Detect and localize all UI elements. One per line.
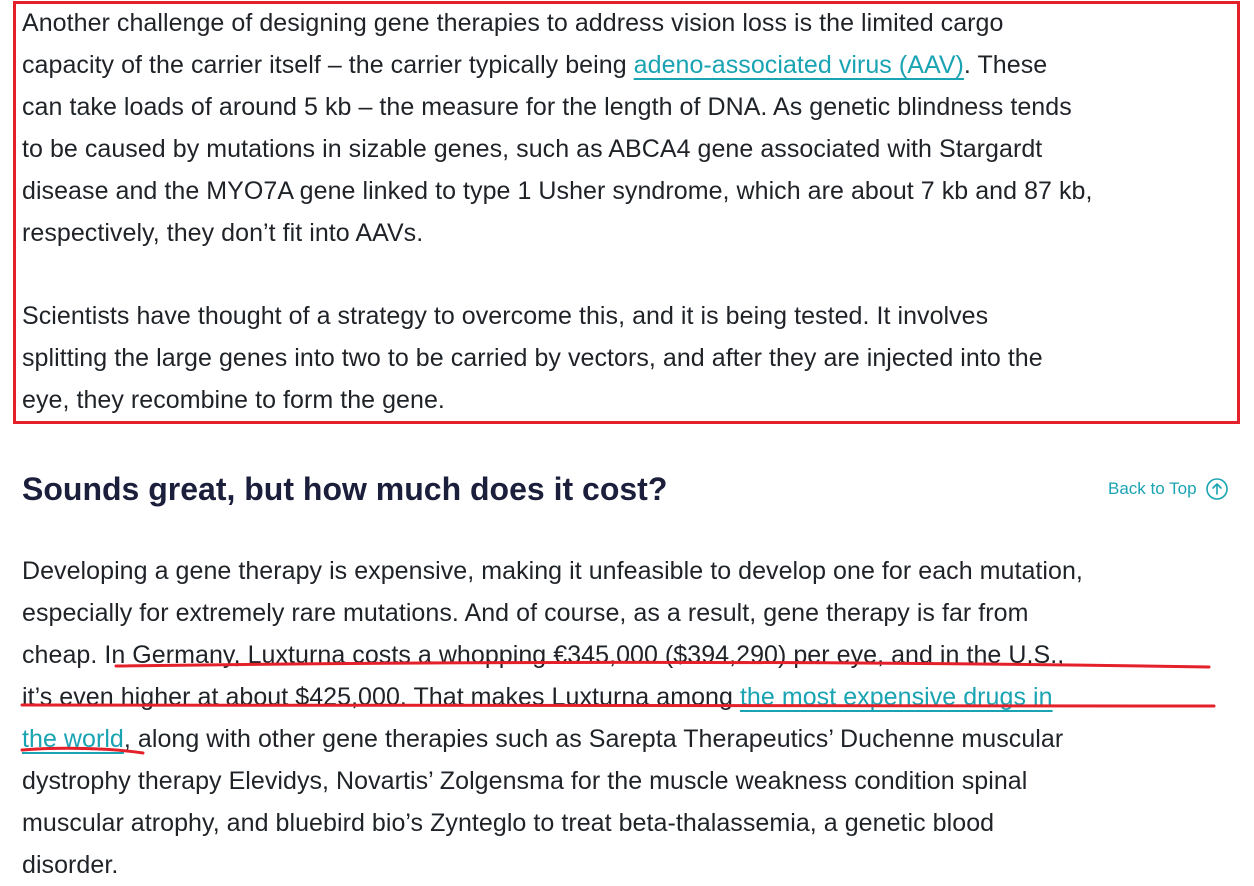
text-line: to be caused by mutations in sizable genes, such as ABCA4 gene associated with Stargardt — [22, 135, 1043, 163]
link-most-expensive-drugs[interactable]: the most expensive drugs in — [739, 683, 1053, 711]
text-line — [22, 634, 1083, 676]
paragraph-cargo-capacity — [22, 2, 1092, 254]
link-adeno-associated-virus[interactable]: adeno-associated virus (AAV) — [633, 51, 964, 79]
text-line: muscular atrophy, and bluebird bio’s Zynteglo to treat beta-thalassemia, a genetic blood — [22, 809, 995, 837]
paragraph-cost — [22, 550, 1083, 886]
link-the-world[interactable]: the world — [22, 725, 124, 753]
text-line: eye, they recombine to form the gene. — [22, 386, 445, 414]
text-line: disease and the MYO7A gene linked to type 1 Usher syndrome, which are about 7 kb and 87 kb, — [22, 177, 1093, 205]
section-heading-cost: Sounds great, but how much does it cost? — [22, 471, 668, 507]
paragraph-split-genes-strategy — [22, 295, 1043, 421]
text-line — [22, 718, 1083, 760]
text-line: Developing a gene therapy is expensive, making it unfeasible to develop one for each mutation, — [22, 557, 1083, 585]
text-segment: capacity of the carrier itself – the carrier typically being — [22, 51, 634, 79]
text-line: respectively, they don’t fit into AAVs. — [22, 219, 424, 247]
text-line — [22, 44, 1092, 86]
text-line: Scientists have thought of a strategy to overcome this, and it is being tested. It involves — [22, 302, 989, 330]
text-line: dystrophy therapy Elevidys, Novartis’ Zolgensma for the muscle weakness condition spinal — [22, 767, 1028, 795]
underlined-price-us: it’s even higher at about $425,000. That makes Luxturna among — [22, 683, 740, 711]
text-line: especially for extremely rare mutations. And of course, as a result, gene therapy is far from — [22, 599, 1029, 627]
back-to-top-label: Back to Top — [1108, 479, 1197, 498]
arrow-up-circle-icon — [1206, 478, 1228, 500]
text-segment: cheap. — [22, 641, 105, 669]
text-line — [22, 676, 1083, 718]
text-segment: . These — [963, 51, 1048, 79]
text-line: Another challenge of designing gene therapies to address vision loss is the limited cargo — [22, 9, 1004, 37]
text-line: disorder. — [22, 851, 119, 879]
text-segment: , along with other gene therapies such as Sarepta Therapeutics’ Duchenne muscular — [123, 725, 1064, 753]
text-line: splitting the large genes into two to be carried by vectors, and after they are injected into the — [22, 344, 1043, 372]
back-to-top-link[interactable] — [1108, 476, 1228, 502]
text-line: can take loads of around 5 kb – the measure for the length of DNA. As genetic blindness tends — [22, 93, 1072, 121]
underlined-price-germany: In Germany, Luxturna costs a whopping €345,000 ($394,290) per eye, and in the U.S., — [104, 641, 1065, 669]
